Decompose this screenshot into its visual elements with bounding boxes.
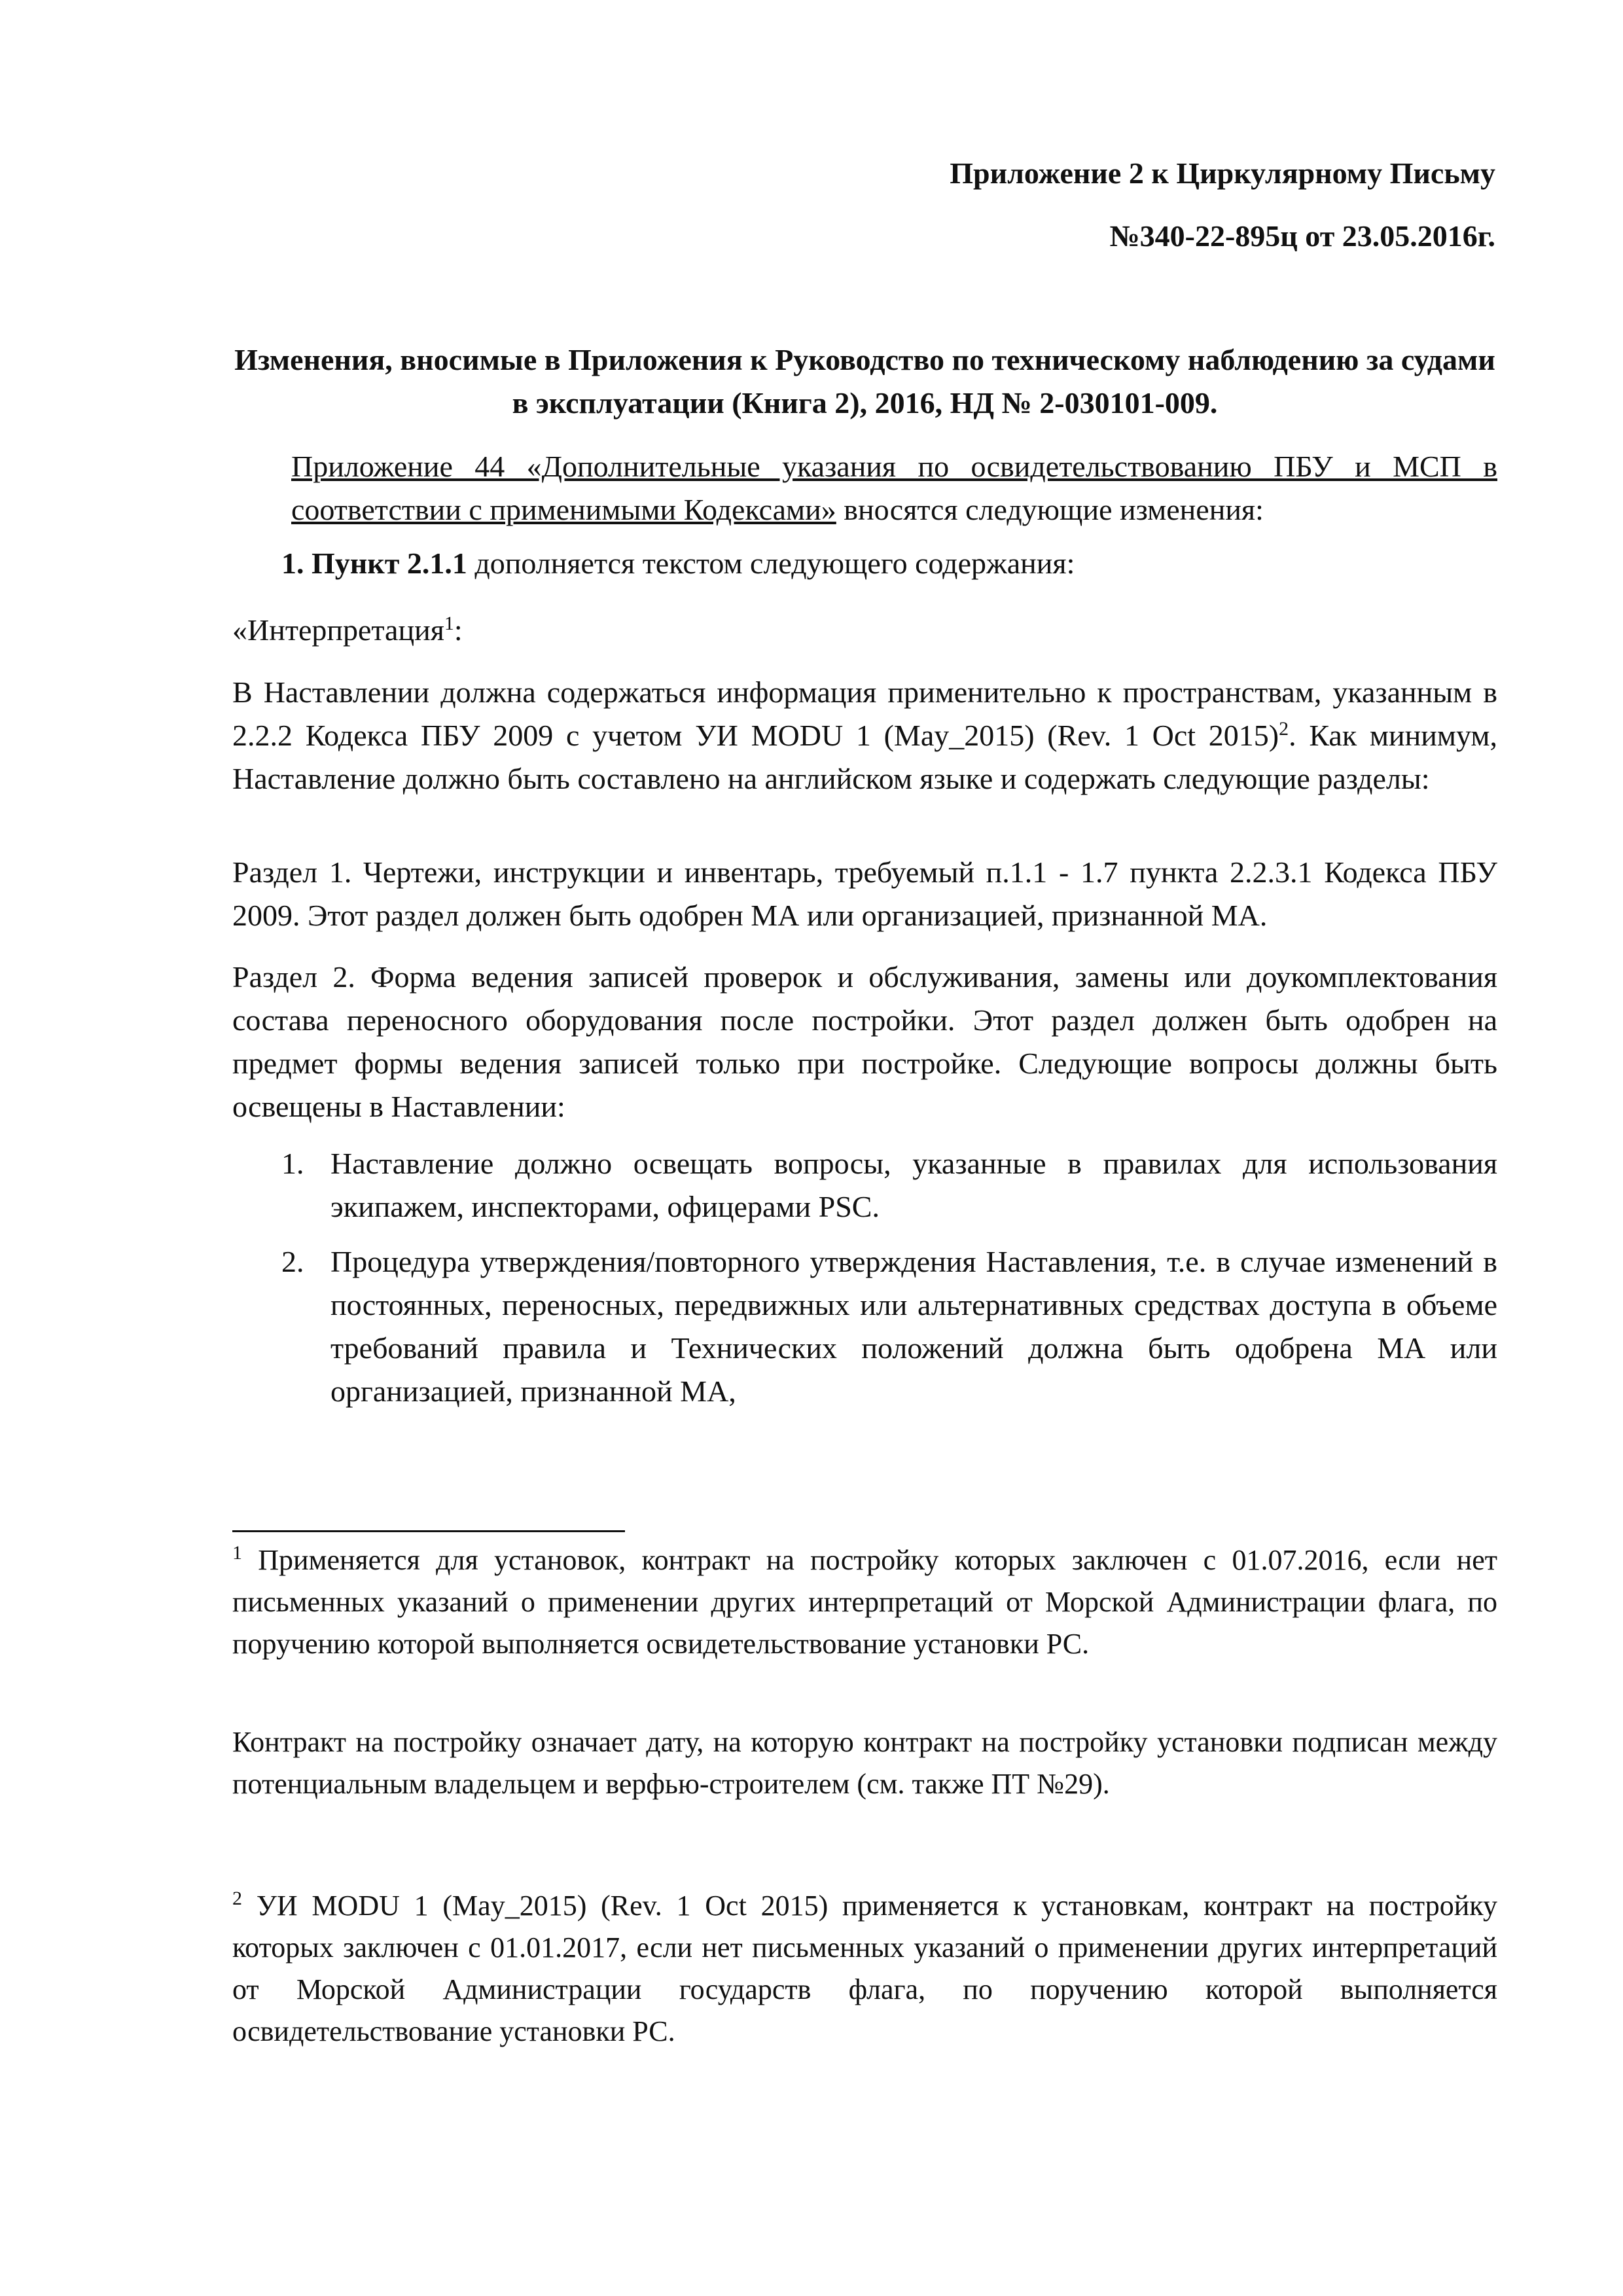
interpretation-colon: : — [454, 613, 463, 647]
intro-rest: вносятся следующие изменения: — [836, 493, 1264, 526]
intro-paragraph — [291, 445, 1497, 531]
list-item — [281, 1142, 1497, 1229]
paragraph-manual-text: В Наставлении должна содержаться информация применительно к пространствам, указанным в 2.2.2 Кодекса ПБУ 2009 с учетом УИ MODU 1 (May_2015) (Rev. 1 Oct 2015) — [232, 675, 1497, 752]
item-1-label: 1. Пункт 2.1.1 — [281, 547, 467, 580]
footnote-ref-2[interactable]: 2 — [1279, 718, 1289, 740]
interpretation-heading — [232, 609, 1497, 652]
footnote-2-text: УИ MODU 1 (May_2015) (Rev. 1 Oct 2015) применяется к установкам, контракт на постройку которых заключен с 01.01.2017, если нет письменных указаний о применении других интерпретаций от Морской Администрации государств флага, по поручению которой выполняется освидетельствование установки РС. — [232, 1890, 1497, 2047]
document-title: Изменения, вносимые в Приложения к Руководство по техническому наблюдению за судами в эксплуатации (Книга 2), 2016, НД № 2-030101-009. — [234, 343, 1495, 420]
footnote-separator — [232, 1530, 625, 1532]
paragraph-manual-content — [232, 671, 1497, 800]
footnote-1-mark: 1 — [232, 1542, 242, 1564]
footnote-2 — [232, 1885, 1497, 2053]
list-item-text: Наставление должно освещать вопросы, указанные в правилах для использования экипажем, инспекторами, офицерами PSC. — [330, 1147, 1497, 1223]
interpretation-label: «Интерпретация — [232, 613, 444, 647]
appendix-reference: Приложение 44 «Дополнительные указания по освидетельствованию ПБУ и МСП в соответствии с применимыми Кодексами» — [291, 450, 1497, 526]
list-item-text: Процедура утверждения/повторного утверждения Наставления, т.е. в случае изменений в постоянных, переносных, передвижных или альтернативных средствах доступа в объеме требований правила и Технических положений должна быть одобрена МА или организацией, признанной МА, — [330, 1245, 1497, 1408]
footnote-1-contract: Контракт на постройку означает дату, на которую контракт на постройку установки подписан между потенциальным владельцем и верфью-строителем (см. также ПТ №29). — [232, 1726, 1497, 1800]
item-1 — [281, 542, 1497, 585]
list-item — [281, 1240, 1497, 1413]
footnote-1-text: Применяется для установок, контракт на постройку которых заключен с 01.07.2016, если нет письменных указаний о применении других интерпретаций от Морской Администрации флага, по поручению которой выполняется освидетельствование установки РС. — [232, 1544, 1497, 1660]
header-line-2: №340-22-895ц от 23.05.2016г. — [1109, 219, 1495, 253]
section-1: Раздел 1. Чертежи, инструкции и инвентарь, требуемый п.1.1 - 1.7 пункта 2.2.3.1 Кодекса ПБУ 2009. Этот раздел должен быть одобрен МА или организацией, признанной МА. — [232, 855, 1497, 932]
footnote-ref-1[interactable]: 1 — [444, 613, 454, 634]
footnote-2-mark: 2 — [232, 1888, 242, 1909]
list-item-number: 2. — [281, 1245, 304, 1278]
paragraph-manual-tail: . Как минимум, Наставление должно быть составлено на английском языке и содержать следующие разделы: — [232, 719, 1497, 795]
header-line-1: Приложение 2 к Циркулярному Письму — [950, 156, 1495, 190]
section-2: Раздел 2. Форма ведения записей проверок и обслуживания, замены или доукомплектования состава переносного оборудования после постройки. Этот раздел должен быть одобрен на предмет формы ведения записей только при постройке. Следующие вопросы должны быть освещены в Наставлении: — [232, 960, 1497, 1123]
footnote-1 — [232, 1539, 1497, 1665]
item-1-text: дополняется текстом следующего содержания: — [467, 547, 1075, 580]
list-item-number: 1. — [281, 1147, 304, 1180]
